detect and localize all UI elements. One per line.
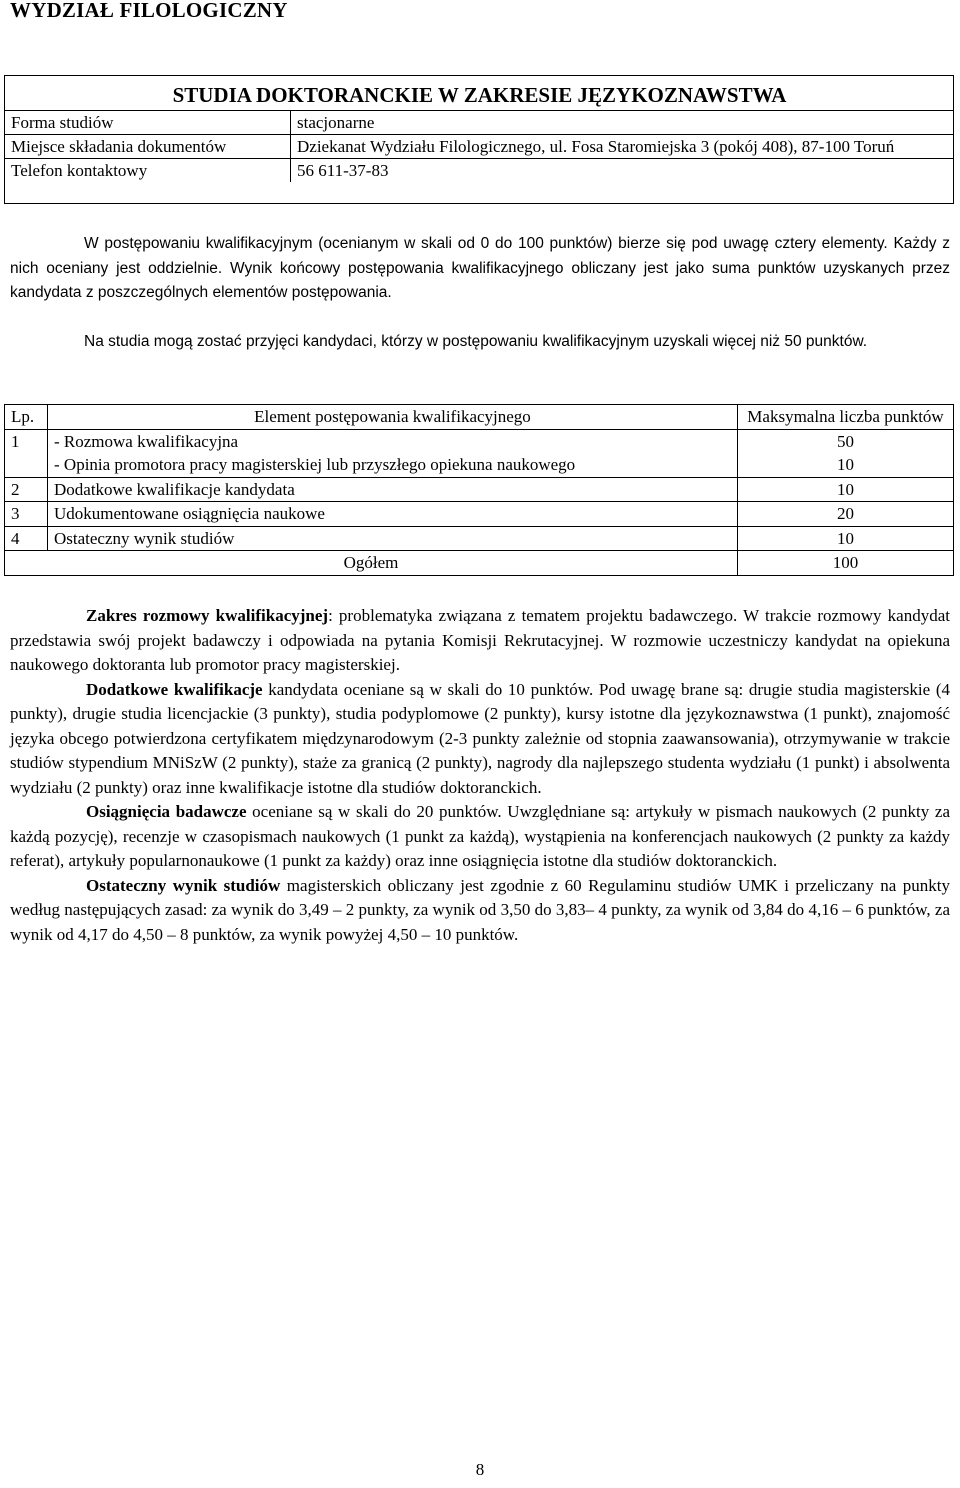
row-element-opinion: - Opinia promotora pracy magisterskiej lub przyszłego opiekuna naukowego [54,455,576,474]
table-row [5,477,954,502]
section-text: : problematyka związana z tematem projektu badawczego. W trakcie rozmowy kandydat przedstawia swój projekt badawczy i odpowiada na pytania Komisji Rekrutacyjnej. W rozmowie uczestniczy kandydat na opiekuna naukowego doktoranta lub promotor pracy magisterskiej. [10,606,950,674]
info-label: Telefon kontaktowy [5,159,291,183]
row-element: Ostateczny wynik studiów [48,526,738,551]
row-element-interview: - Rozmowa kwalifikacyjna [54,431,239,451]
info-row [5,159,953,183]
info-value: Dziekanat Wydziału Filologicznego, ul. Fosa Staromiejska 3 (pokój 408), 87-100 Toruń [291,135,954,159]
row-points: 10 [738,526,954,551]
row-points: 10 [738,477,954,502]
section-research-achievements [10,800,950,874]
header-points: Maksymalna liczba punktów [738,405,954,430]
section-heading: Osiągnięcia badawcze [86,802,247,821]
row-element: Dodatkowe kwalifikacje kandydata [48,477,738,502]
info-label: Miejsce składania dokumentów [5,135,291,159]
criteria-description [10,604,950,947]
total-label: Ogółem [5,551,738,576]
scoring-header-row [5,405,954,430]
row-lp: 2 [5,477,48,502]
program-info-box [4,75,954,204]
info-row [5,135,953,159]
row-points: 20 [738,502,954,527]
table-row [5,502,954,527]
section-heading: Dodatkowe kwalifikacje [86,679,263,699]
row-element: Udokumentowane osiągnięcia naukowe [48,502,738,527]
row-points-opinion: 10 [837,455,854,474]
section-text: oceniane są w skali do 20 punktów. Uwzględniane są: artykuły w pismach naukowych (2 punkty za każdą pozycję), recenzje w czasopismach naukowych (1 punkt za każdą), wystąpienia na konferencjach naukowych (2 punkty za każdy referat), artykuły popularnonaukowe (1 punkt za każdy) oraz inne osiągnięcia istotne dla studiów doktoranckich. [10,802,950,870]
row-element [48,429,738,477]
header-lp: Lp. [5,405,48,430]
info-label: Forma studiów [5,111,291,135]
admission-threshold-paragraph: Na studia mogą zostać przyjęci kandydaci, którzy w postępowaniu kwalifikacyjnym uzyskali więcej niż 50 punktów. [84,333,868,350]
row-lp: 4 [5,526,48,551]
info-value: 56 611-37-83 [291,159,954,183]
row-lp: 3 [5,502,48,527]
page-number: 8 [475,1460,485,1479]
total-points: 100 [738,551,954,576]
table-row [5,526,954,551]
info-row [5,111,953,135]
section-heading: Ostateczny wynik studiów [86,875,281,895]
intro-paragraph: W postępowaniu kwalifikacyjnym (ocenianym w skali od 0 do 100 punktów) bierze się pod uwagę cztery elementy. Każdy z nich oceniany jest oddzielnie. Wynik końcowy postępowania kwalifikacyjnego obliczany jest jako suma punktów uzyskanych przez kandydata z poszczególnych elementów postępowania. [10,235,950,301]
info-value: stacjonarne [291,111,954,135]
section-final-grade [10,874,950,948]
section-additional-qualifications [10,678,950,801]
total-row [5,551,954,576]
scoring-table [4,404,954,576]
faculty-heading: WYDZIAŁ FILOLOGICZNY [10,0,288,22]
program-title: STUDIA DOKTORANCKIE W ZAKRESIE JĘZYKOZNAWSTWA [172,83,787,107]
section-heading: Zakres rozmowy kwalifikacyjnej [86,606,329,625]
row-points [738,429,954,477]
section-text: kandydata oceniane są w skali do 10 punktów. Pod uwagę brane są: drugie studia magisterskie (4 punkty), drugie studia licencjackie (3 punkty), studia podyplomowe (2 punkty), kursy istotne dla językoznawstwa (1 punkt), znajomość języka obcego potwierdzona certyfikatem międzynarodowym (2-3 punkty zależnie od stopnia zaawansowania), otrzymywanie w trakcie studiów stypendium MNiSzW (2 punkty), staże za granicą (2 punkty), nagrody dla najlepszego studenta wydziału (1 punkt) i absolwenta wydziału (2 punkty) oraz inne kwalifikacje istotne dla studiów doktoranckich. [10,679,950,797]
row-points-interview: 50 [837,431,854,451]
section-text: magisterskich obliczany jest zgodnie z 60 Regulaminu studiów UMK i przeliczany na punkty według następujących zasad: za wynik do 3,49 – 2 punkty, za wynik od 3,50 do 3,83– 4 punkty, za wynik od 3,84 do 4,16 – 6 punktów, za wynik od 4,17 do 4,50 – 8 punktów, za wynik powyżej 4,50 – 10 punktów. [10,875,950,944]
row-lp: 1 [5,429,48,477]
header-element: Element postępowania kwalifikacyjnego [48,405,738,430]
table-row [5,429,954,477]
program-info-table [5,110,953,182]
section-interview [10,604,950,678]
